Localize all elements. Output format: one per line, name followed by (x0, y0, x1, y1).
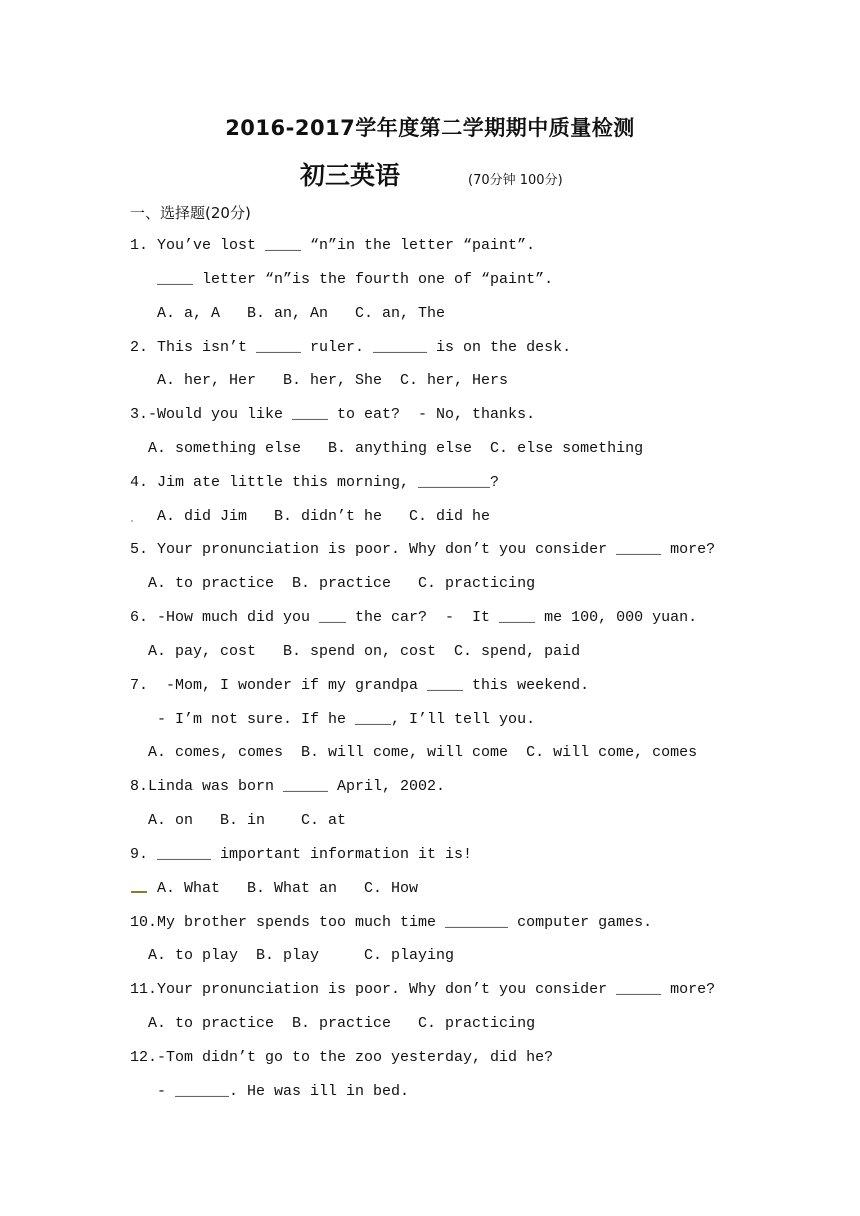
question-line: - ______. He was ill in bed. (130, 1083, 410, 1100)
question-line: 2. This isn’t _____ ruler. ______ is on the desk. (130, 339, 572, 356)
options-line: A. her, Her B. her, She C. her, Hers (130, 372, 509, 389)
question-line: 3.-Would you like ____ to eat? - No, thanks. (130, 406, 536, 423)
options-line: A. something else B. anything else C. else something (130, 440, 644, 457)
question-line: 8.Linda was born _____ April, 2002. (130, 778, 446, 795)
exam-title: 2016-2017学年度第二学期期中质量检测 (225, 116, 635, 140)
question-line: 10.My brother spends too much time _______ computer games. (130, 914, 653, 931)
subject-row (300, 156, 563, 190)
subject-title: 初三英语 (300, 161, 401, 190)
options-line: A. did Jim B. didn’t he C. did he (130, 508, 491, 525)
section-heading: 一、选择题(20分) (130, 204, 251, 222)
question-line: 9. ______ important information it is! (130, 846, 473, 863)
question-line: 4. Jim ate little this morning, ________? (130, 474, 500, 491)
question-line: 1. You’ve lost ____ “n”in the letter “paint”. (130, 237, 536, 254)
options-line: A. comes, comes B. will come, will come C. will come, comes (130, 744, 698, 761)
options-line: A. to practice B. practice C. practicing (130, 575, 536, 592)
options-line: A. a, A B. an, An C. an, The (130, 305, 446, 322)
question-line: 12.-Tom didn’t go to the zoo yesterday, did he? (130, 1049, 554, 1066)
time-score-note: (70分钟 100分) (468, 173, 563, 188)
options-line: A. to practice B. practice C. practicing (130, 1015, 536, 1032)
options-line: A. to play B. play C. playing (130, 947, 455, 964)
options-line: A. pay, cost B. spend on, cost C. spend, paid (130, 643, 581, 660)
question-line: 5. Your pronunciation is poor. Why don’t you consider _____ more? (130, 541, 716, 558)
question-line: 11.Your pronunciation is poor. Why don’t you consider _____ more? (130, 981, 716, 998)
question-line: ____ letter “n”is the fourth one of “paint”. (130, 271, 554, 288)
question-line: - I’m not sure. If he ____, I’ll tell you. (130, 711, 536, 728)
question-line: 6. -How much did you ___ the car? - It ____ me 100, 000 yuan. (130, 609, 698, 626)
options-line: A. What B. What an C. How (130, 880, 419, 897)
question-line: 7. -Mom, I wonder if my grandpa ____ this weekend. (130, 677, 590, 694)
options-line: A. on B. in C. at (130, 812, 347, 829)
